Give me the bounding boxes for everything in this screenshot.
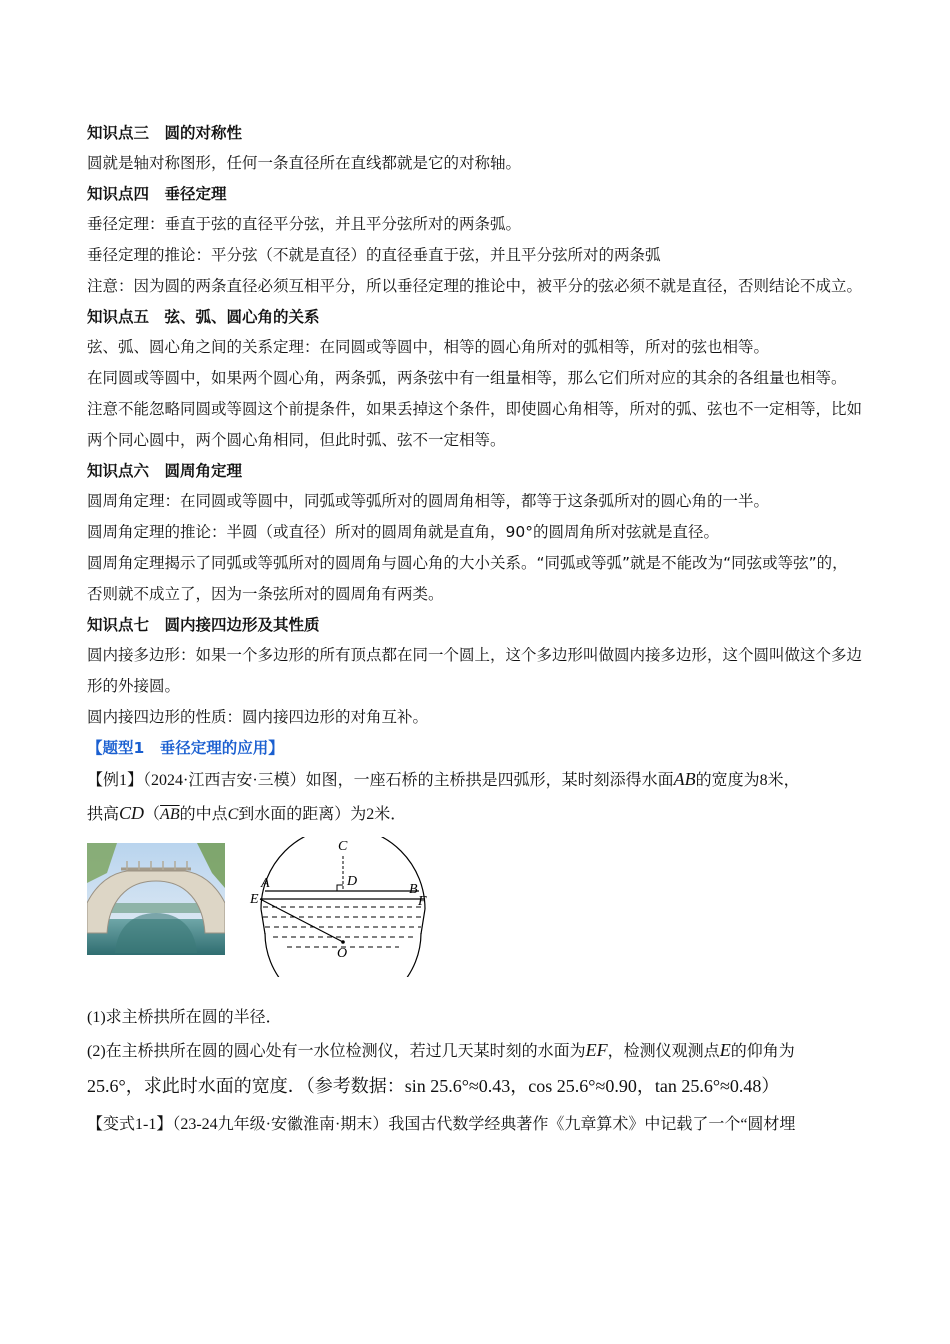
section-4 [87,179,862,302]
text-run: （ [144,806,161,823]
section-5 [87,302,862,456]
text-run: 拱高 [87,806,120,823]
section-heading: 知识点七 圆内接四边形及其性质 [87,616,320,634]
paragraph: 弦、弧、圆心角之间的关系定理：在同圆或等圆中，相等的圆心角所对的弧相等，所对的弦也相等。 [87,338,770,356]
label-o: O [337,946,348,961]
segment-eo [260,899,343,942]
label-d: D [347,874,358,889]
text-run: 的中点 [179,806,228,823]
figures-row [87,839,862,983]
label-c: C [338,839,348,854]
problem-type-heading: 【题型1 垂径定理的应用】 [87,739,284,757]
paragraph: 垂径定理：垂直于弦的直径平分弦，并且平分弦所对的两条弧。 [87,215,522,233]
paragraph: 在同圆或等圆中，如果两个圆心角，两条弧，两条弦中有一组量相等，那么它们所对应的其余的各组量也相等。 [87,369,847,387]
math-c: C [227,806,239,823]
text-run: 到水面的距离）为2米． [238,806,407,823]
text-run: 25.6°，求此时水面的宽度．（参考数据：sin 25.6°≈0.43，cos 25.6°≈0.90，tan 25.6°≈0.48） [87,1076,780,1096]
section-heading: 知识点五 弦、弧、圆心角的关系 [87,308,320,326]
paragraph: 圆周角定理揭示了同弧或等弧所对的圆周角与圆心角的大小关系。“同弧或等弧”就是不能改为“同弦或等弦”的，否则就不成立了，因为一条弦所对的圆周角有两类。 [87,554,848,603]
section-6 [87,456,862,610]
text-run: 【例1】（2024·江西吉安·三模）如图，一座石桥的主桥拱是四弧形，某时刻添得水面 [87,772,674,789]
center-point-o [341,940,345,944]
text-run: ，检测仪观测点 [607,1043,720,1060]
paragraph: 注意不能忽略同圆或等圆这个前提条件，如果丢掉这个条件，即使圆心角相等，所对的弧、弦也不一定相等，比如两个同心圆中，两个圆心角相同，但此时弧、弦不一定相等。 [87,400,863,449]
paragraph: 圆周角定理：在同圆或等圆中，同弧或等弧所对的圆周角相等，都等于这条弧所对的圆心角的一半。 [87,492,770,510]
label-f: F [418,894,427,909]
paragraph: 圆就是轴对称图形，任何一条直径所在直线都就是它的对称轴。 [87,154,522,172]
side-left [261,909,265,934]
paragraph: 圆内接四边形的性质：圆内接四边形的对角互补。 [87,708,429,726]
example-line-1 [87,763,862,797]
example-line-2 [87,797,862,831]
question-1: (1)求主桥拱所在圆的半径． [87,1009,282,1026]
section-heading: 知识点三 圆的对称性 [87,124,243,142]
question-2-line-1 [87,1034,862,1068]
question-2-line-2 [87,1068,862,1106]
section-heading: 知识点六 圆周角定理 [87,462,243,480]
paragraph: 注意：因为圆的两条直径必须互相平分，所以垂径定理的推论中，被平分的弦必须不就是直径，否则结论不成立。 [87,277,863,295]
label-b: B [409,882,418,897]
example-1 [87,763,862,1106]
math-cd: CD [119,803,145,823]
text-run: 的宽度为8米， [695,772,800,789]
paragraph: 垂径定理的推论：平分弦（不就是直径）的直径垂直于弦，并且平分弦所对的两条弧 [87,246,661,264]
right-angle-mark [337,885,343,891]
section-heading: 知识点四 垂径定理 [87,185,227,203]
variant-1-1: 【变式1-1】（23-24九年级·安徽淮南·期末）我国古代数学经典著作《九章算术》中记载了一个“圆材埋 [87,1116,796,1133]
label-e: E [250,892,259,907]
bridge-arch-diagram [247,837,437,977]
side-right [421,909,425,934]
bridge-photo [87,843,225,955]
paragraph: 圆内接多边形：如果一个多边形的所有顶点都在同一个圆上，这个多边形叫做圆内接多边形，这个圆叫做这个多边形的外接圆。 [87,646,863,695]
label-a: A [261,876,270,891]
math-e: E [719,1040,731,1060]
math-ef: EF [585,1040,608,1060]
math-ab: AB [673,769,696,789]
section-3 [87,118,862,179]
text-run: (2)在主桥拱所在圆的圆心处有一水位检测仪，若过几天某时刻的水面为 [87,1043,586,1060]
section-7 [87,610,862,733]
document-page [87,118,862,1141]
paragraph: 圆周角定理的推论：半圆（或直径）所对的圆周角就是直角，90°的圆周角所对弦就是直径。 [87,523,719,541]
text-run: 的仰角为 [730,1043,795,1060]
math-arc-ab: $\overline{AB}$ [160,806,180,823]
